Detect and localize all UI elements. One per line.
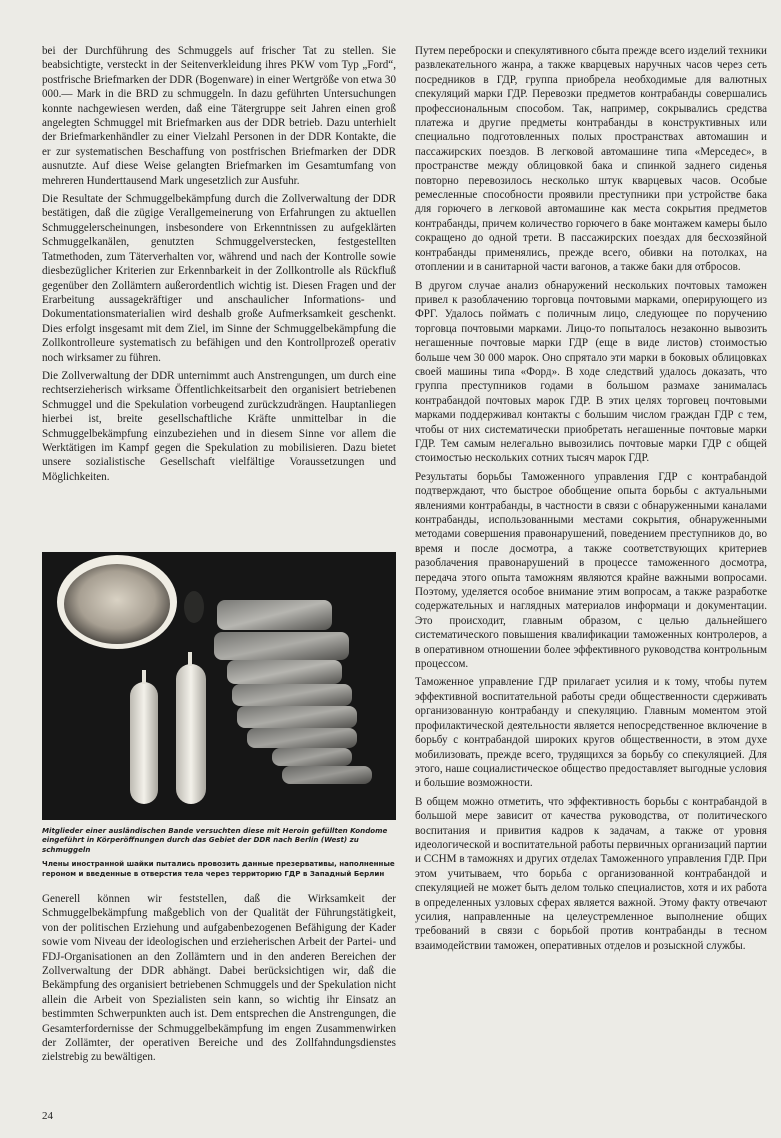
- left-paragraph-1: bei der Durchführung des Schmuggels auf frischer Tat zu stellen. Sie beabsichtigte, versteckt in der Seitenverkleidung ihres PKW vom Typ „Ford“, postfrische Briefmarken der DDR (Bogenware) in einer Wertgröße von etwa 30 000.— Mark in die BRD zu schmuggeln. In dazu geführten Untersuchungen konnte nachgewiesen werden, daß eine Tätergruppe seit Jahren einen groß angelegten Schmuggel mit Briefmarken aus der DDR betrieb. Dazu unterhielt der Briefmarkenhändler zu einer Vielzahl Personen in der DDR Kontakte, die er zur systematischen Beschaffung von postfrischen Briefmarken der DDR ausnutzte. Auf diese Weise gelangten Briefmarken im Gesamtumfang von mehreren Hunderttausend Mark ungesetzlich zur Ausfuhr.: [42, 45, 396, 187]
- right-paragraph-1: Путем переброски и спекулятивного сбыта прежде всего изделий техники развлекательного жанра, а также кварцевых наручных часов через сеть посредников в ГДР, группа приобрела необходимые для валютных спекуляций марки ГДР. Перевозки предметов контрабанды совершались профессиональным способом. Так, например, сокрывались средства платежа и другие предметы контрабанды в конструктивных или специально подготовленных полых пространствах автомашин и пассажирских поездов. В легковой автомашине типа «Мерседес», в пространстве между облицовкой бака и спинкой заднего сиденья повторно перевозилось несколько штук кварцевых часов. Особые ремесленные способности проявили преступники при устройстве бака для горючего в легковой автомашине как места сокрытия предметов контрабанды, причем количество горючего в баке монтажем камеры было сокращено до одной трети. В пассажирских поездах для бесхозяйной контрабанды применялись, прежде всего, обивки на потолках, на отоплении и в санитарной части вагонов, а также баки для отбросов.: [415, 45, 767, 274]
- left-column-top-text: [42, 44, 396, 488]
- left-paragraph-2: Die Resultate der Schmuggelbekämpfung durch die Zollverwaltung der DDR bestätigen, daß die zügige Verallgemeinerung von Erfahrungen zu aktuellen Schmuggelerscheinungen, insbesondere von Erkenntnissen zu aufgeklärten Schmuggelkanälen, genutzten Schmuggelverstecken, festgestellten Tatmethoden, zum Täterverhalten vor, während und nach der Kontrolle sowie diesbezüglicher Kriterien zur Erkennbarkeit in der Zollkontrolle als Rückfluß gegenüber den Zollämtern außerordentlich wichtig ist. Diesen Fragen und der Erarbeitung aussagekräftiger und anschaulicher Informations- und Dokumentationsmaterialien wird deshalb große Aufmerksamkeit geschenkt. Dies erfolgt insgesamt mit dem Ziel, im Sinne der Schmuggelbekämpfung die Zollkontrolleure systematisch zu befähigen und den Kontrollprozeß operativ noch wirksamer zu führen.: [42, 193, 396, 364]
- evidence-photo: [42, 552, 396, 820]
- caption-russian: Члены иностранной шайки пытались провозить данные презервативы, наполненные героном и введенные в отверстия тела через территорию ГДР в Западный Берлин: [42, 859, 395, 878]
- right-column-text: [415, 44, 767, 957]
- caption-german: Mitglieder einer ausländischen Bande versuchten diese mit Heroin gefüllten Kondome eingeführt in Körperöffnungen durch das Gebiet der DDR nach Berlin (West) zu schmuggeln: [42, 826, 388, 854]
- right-paragraph-2: В другом случае анализ обнаружений нескольких почтовых таможен привел к разоблачению торговца почтовыми марками, оперирующего из ФРГ. Удалось поймать с поличным лицо, следующее по поручению торговца почтовыми марками. Лицо-то попыталось незаконно вывозить негашенные почтовые марки ГДР (еще в виде листов) стоимостью больше чем 30 000 марок. Оно спрятало эти марки в боковых облицовках своей машины типа «Форд». В ходе следствий удалось доказать, что группа преступников годами в большом размахе занималась контрабандой почтовых марок ГДР. В этих целях торговец почтовыми марками поддерживал контакты с большим числом граждан ГДР с тем, чтобы от них систематически приобретать негашенные почтовые марки ГДР. Тем самым нелегально вывозились почтовые марки ГДР с общей стоимостью нескольких сотних тысяч марок ГДР.: [415, 279, 767, 465]
- left-paragraph-4: Generell können wir feststellen, daß die Wirksamkeit der Schmuggelbekämpfung maßgeblich von der Qualität der Führungstätigkeit, von der politischen Erziehung und aufgabenbezogenen Befähigung der Kader sowie vom Niveau der ideologischen und erzieherischen Arbeit der Partei- und FDJ-Organisationen an den Zollämtern und in den anderen Bereichen der Zollverwaltung der DDR abhängt. Dabei berücksichtigen wir, daß die Bekämpfung des organisiert betriebenen Schmuggels und der Spekulation nicht allein die Arbeit von Spezialisten sein kann, so wichtig ihr Einsatz an bestimmten Schwerpunkten auch ist. Dem entsprechen die Anstrengungen, die Gesamterfordernisse der Schmuggelbekämpfung im engen Zusammenwirken der Zollämter, der operativen Bereiche und des Zollfahndungsdienstes zielstrebig zu bewältigen.: [42, 893, 396, 1064]
- page-number: 24: [42, 1110, 53, 1122]
- right-paragraph-4: Таможенное управление ГДР прилагает усилия и к тому, чтобы путем эффективной воспитательной работы среди общественности сдерживать организованную контрабанду и спекуляцию. Главным моментом этой профилактической деятельности является непосредственное включение в борьбу с контрабандой широких кругов общественности, в этом духе мобилизовать, прежде всего, трудящихся за борьбу со спекуляцией. Для этого, наше социалистическое общество предоставляет выгодные условия и большие возможности.: [415, 676, 767, 790]
- photo-caption: [42, 826, 396, 883]
- heroin-condoms-illustration: [42, 552, 396, 820]
- right-paragraph-5: В общем можно отметить, что эффективность борьбы с контрабандой в большой мере зависит от качества руководства, от политического воспитания и привития кадров к задачам, а также от уровня идеологической и воспитательной работы первичных организаций партии и ССНМ в таможнях и других отделах Таможенного управления ГДР. При этом учитываем, что борьба с организованной контрабандой и спекуляцией не может быть делом только специалистов, хотя и их работа в определенных узловых сферах является важной. Этому факту отвечают усилия, направленные на целеустремленное выполнение общих требований в связи с борьбой против контрабанды в тесном взаимодействии таможен, оперативных отделов и розыскной службы.: [415, 795, 767, 952]
- right-paragraph-3: Результаты борьбы Таможенного управления ГДР с контрабандой подтверждают, что быстрое обобщение опыта борьбы с актуальными явлениями контрабанды, в частности в связи с обнаруженными каналами контрабанды, использованными местами сокрытия, обнаруженными методами совершения правонарушений, поведением преступников до, во время и после досмотра, а также соответствующих критериев разоблачения правонарушений в процессе таможенного досмотра, передача этого опыта таможням являются крайне важными вопросами. Поэтому, уделяется особое внимание этим вопросам, а также разработке содержательных и наглядных материалов информаци и документации. Это происходит, главным образом, с целью дальнейшего систематического повышения квалификации таможенных контролеров, а в оперативном отношении более эффективного руководства контрольным процессом.: [415, 470, 767, 671]
- left-column-bottom-text: [42, 892, 396, 1069]
- left-paragraph-3: Die Zollverwaltung der DDR unternimmt auch Anstrengungen, um durch eine rechtserzieherisch wirksame Öffentlichkeitsarbeit den organisiert betriebenen Schmuggel und die Spekulation vorbeugend zurückzudrängen. Hauptanliegen hierbei ist, breite gesellschaftliche Kräfte unmittelbar in die Schmuggelbekämpfung einzubeziehen und in diesem Sinne vor allem die Werktätigen im Kampf gegen die Spekulation zu mobilisieren. Dazu bietet unsere sozialistische Gesellschaft vielfältige Voraussetzungen und Möglichkeiten.: [42, 369, 396, 483]
